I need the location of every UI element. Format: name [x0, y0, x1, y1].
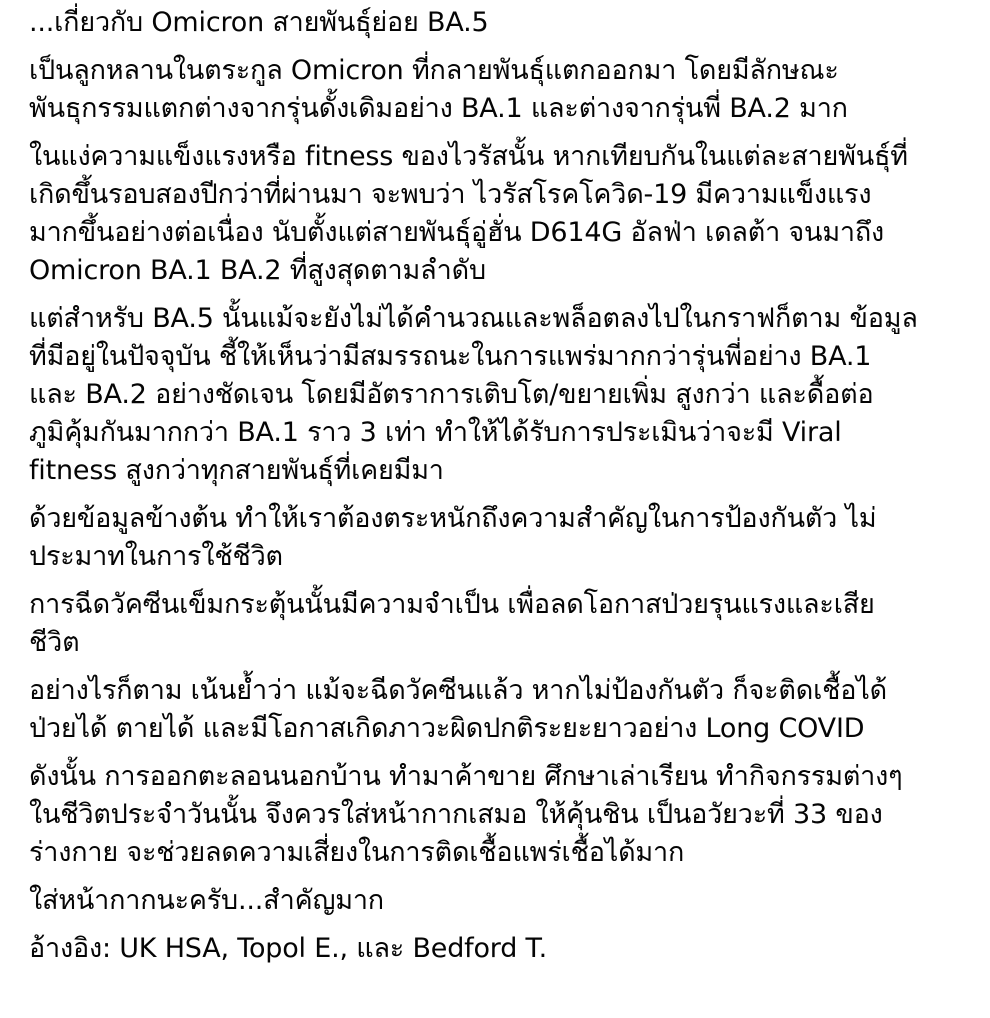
text-line: ในชีวิตประจำวันนั้น จึงควรใส่หน้ากากเสมอ ให้คุ้นชิน เป็นอวัยวะที่ 33 ของ [29, 799, 883, 830]
text-line: เกิดขึ้นรอบสองปีกว่าที่ผ่านมา จะพบว่า ไวรัสโรคโควิด-19 มีความแข็งแรง [29, 179, 872, 210]
text-line: ดังนั้น การออกตะลอนนอกบ้าน ทำมาค้าขาย ศึกษาเล่าเรียน ทำกิจกรรมต่างๆ [29, 761, 903, 792]
text-line: Omicron BA.1 BA.2 ที่สูงสุดตามลำดับ [29, 255, 486, 286]
paragraph-references [29, 930, 979, 968]
text-line: แต่สำหรับ BA.5 นั้นแม้จะยังไม่ได้คำนวณและพล็อตลงไปในกราฟก็ตาม ข้อมูล [29, 303, 918, 334]
text-line: ภูมิคุ้มกันมากกว่า BA.1 ราว 3 เท่า ทำให้ได้รับการประเมินว่าจะมี Viral [29, 417, 842, 448]
text-line: ป่วยได้ ตายได้ และมีโอกาสเกิดภาวะผิดปกติระยะยาวอย่าง Long COVID [29, 713, 865, 744]
paragraph-masks [29, 758, 979, 872]
text-line: มากขึ้นอย่างต่อเนื่อง นับตั้งแต่สายพันธุ์อู่ฮั่น D614G อัลฟ่า เดลต้า จนมาถึง [29, 217, 885, 248]
text-line: พันธุกรรมแตกต่างจากรุ่นดั้งเดิมอย่าง BA.1 และต่างจากรุ่นพี่ BA.2 มาก [29, 93, 848, 124]
paragraph-awareness [29, 500, 979, 576]
text-line: ในแง่ความแข็งแรงหรือ fitness ของไวรัสนั้น หากเทียบกันในแต่ละสายพันธุ์ที่ [29, 141, 908, 172]
text-line: fitness สูงกว่าทุกสายพันธุ์ที่เคยมีมา [29, 455, 444, 486]
text-line: ที่มีอยู่ในปัจจุบัน ชี้ให้เห็นว่ามีสมรรถนะในการแพร่มากกว่ารุ่นพี่อย่าง BA.1 [29, 341, 872, 372]
paragraph-fitness [29, 138, 979, 290]
text-line: อ้างอิง: UK HSA, Topol E., และ Bedford T. [29, 933, 547, 964]
text-line: ด้วยข้อมูลข้างต้น ทำให้เราต้องตระหนักถึงความสำคัญในการป้องกันตัว ไม่ [29, 503, 877, 534]
paragraph-booster [29, 586, 979, 662]
paragraph-caution [29, 672, 979, 748]
text-line: การฉีดวัคซีนเข็มกระตุ้นนั้นมีความจำเป็น เพื่อลดโอกาสป่วยรุนแรงและเสีย [29, 589, 875, 620]
text-line: ชีวิต [29, 627, 80, 658]
paragraph-closing [29, 882, 979, 920]
text-line: ประมาทในการใช้ชีวิต [29, 541, 283, 572]
paragraph-intro [29, 4, 979, 42]
text-line: และ BA.2 อย่างชัดเจน โดยมีอัตราการเติบโต/ขยายเพิ่ม สูงกว่า และดื้อต่อ [29, 379, 874, 410]
post-body [29, 4, 979, 978]
paragraph-lineage [29, 52, 979, 128]
text-line: ใส่หน้ากากนะครับ...สำคัญมาก [29, 885, 384, 916]
text-line: ร่างกาย จะช่วยลดความเสี่ยงในการติดเชื้อแพร่เชื้อได้มาก [29, 837, 685, 868]
paragraph-ba5 [29, 300, 979, 490]
text-line: เป็นลูกหลานในตระกูล Omicron ที่กลายพันธุ์แตกออกมา โดยมีลักษณะ [29, 55, 839, 86]
text-line: อย่างไรก็ตาม เน้นย้ำว่า แม้จะฉีดวัคซีนแล้ว หากไม่ป้องกันตัว ก็จะติดเชื้อได้ [29, 675, 887, 706]
text-line: ...เกี่ยวกับ Omicron สายพันธุ์ย่อย BA.5 [29, 7, 489, 38]
